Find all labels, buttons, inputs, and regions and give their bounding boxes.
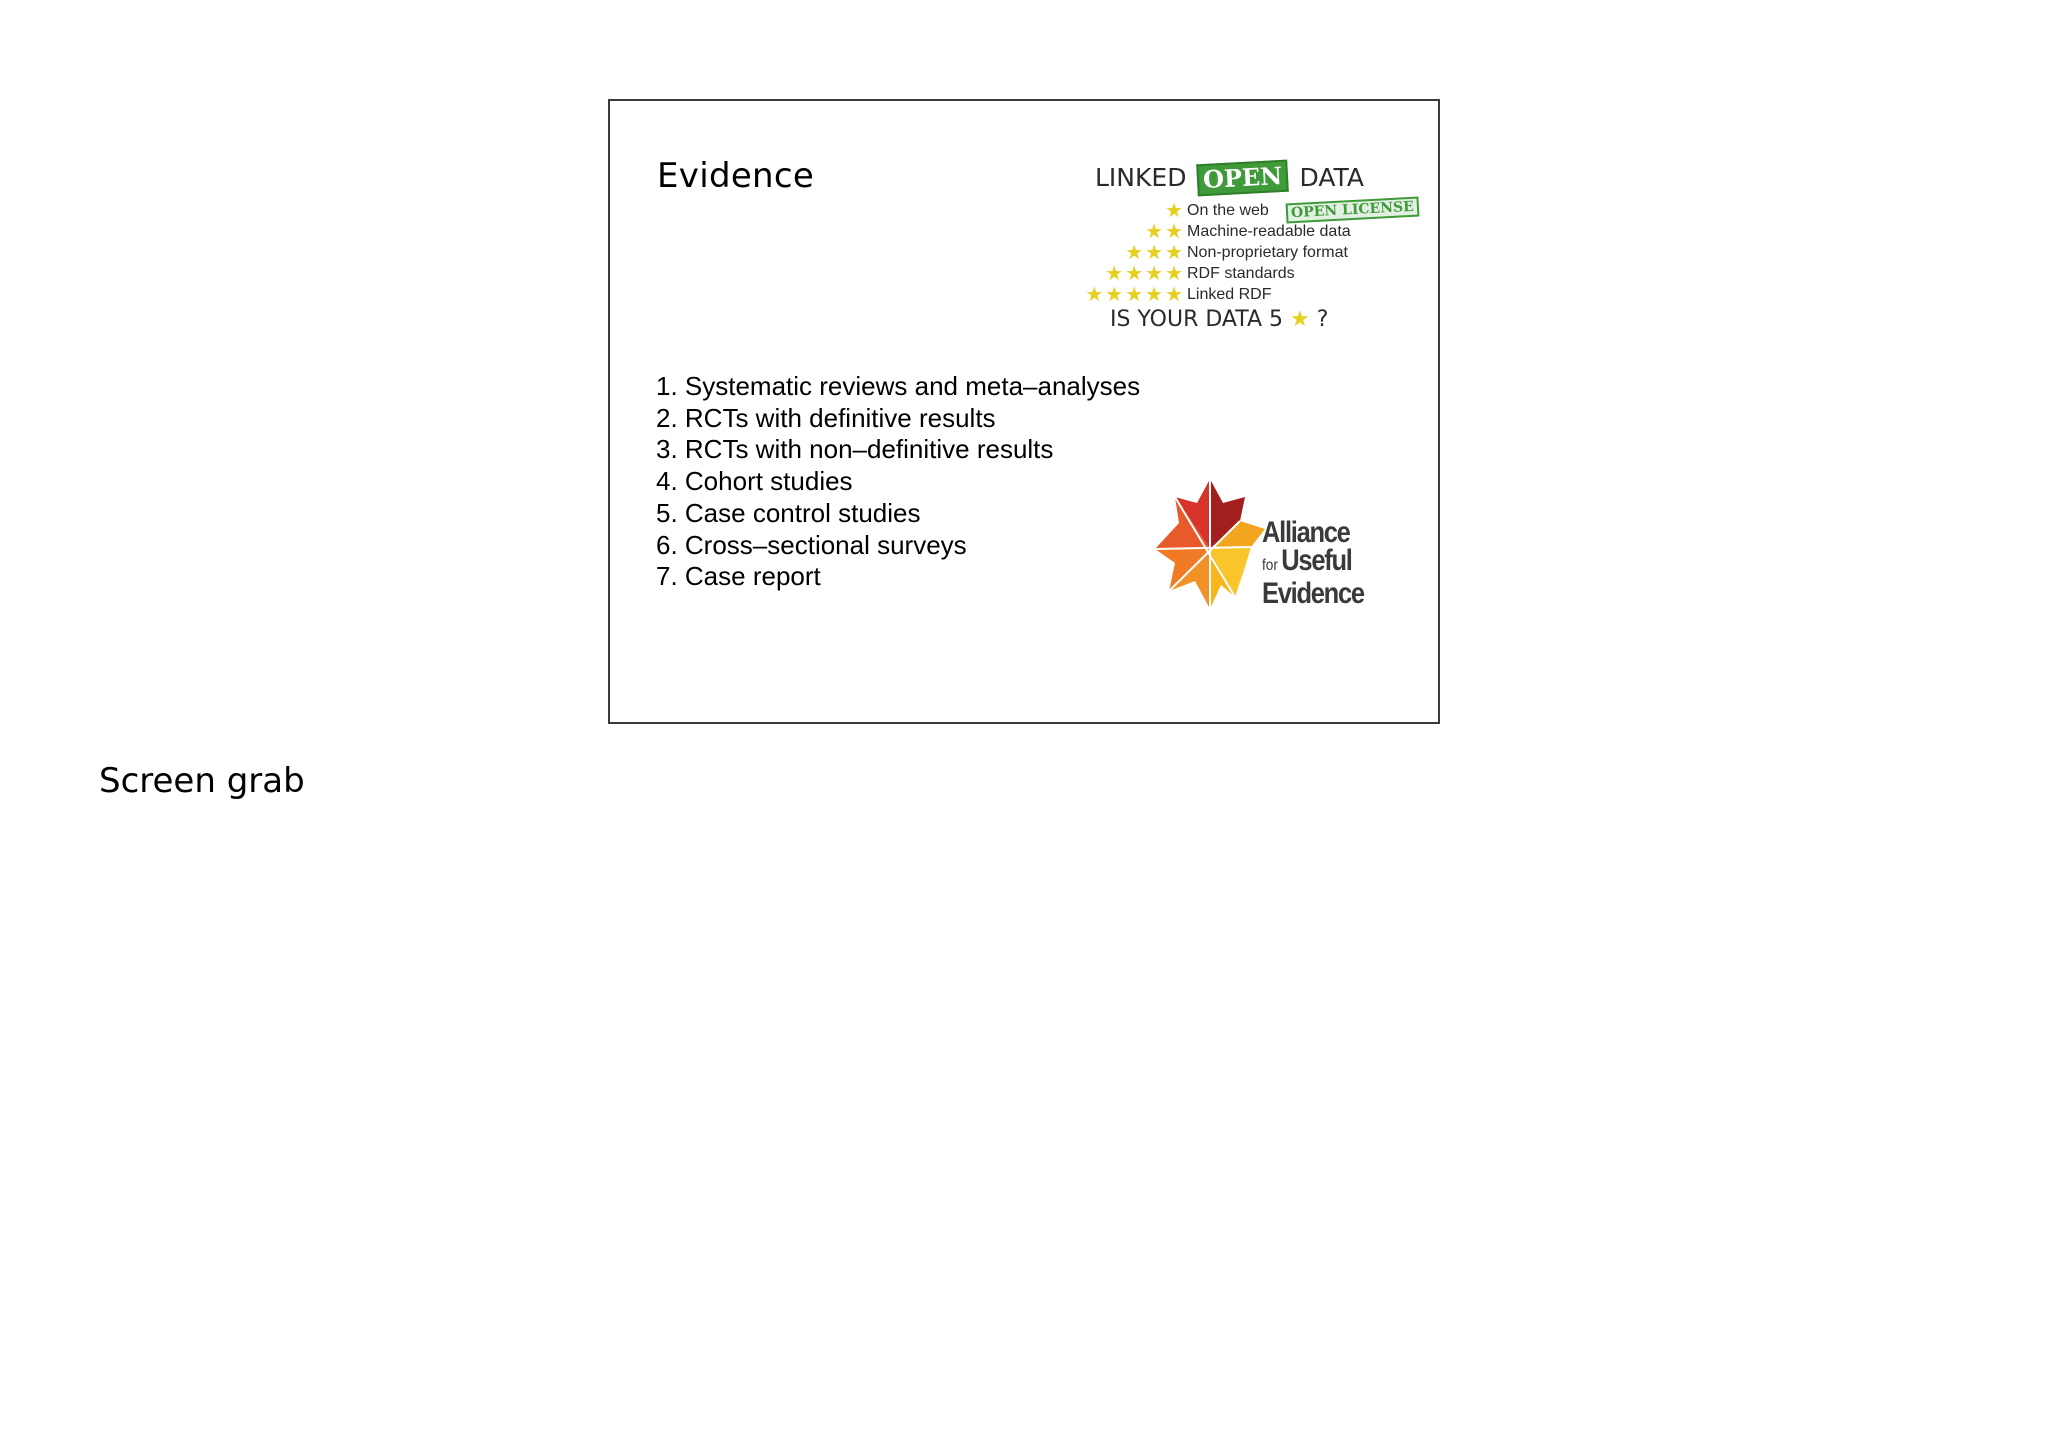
star-icon: ★★★ [1125, 242, 1185, 264]
alliance-for: for [1262, 557, 1278, 574]
list-item: 6. Cross–sectional surveys [656, 529, 967, 560]
lod-row-label: Linked RDF [1187, 286, 1272, 303]
alliance-logo-text [1262, 516, 1364, 610]
screen-grab-caption: Screen grab [99, 761, 305, 801]
lod-row [1105, 264, 1185, 284]
list-item: 2. RCTs with definitive results [656, 402, 996, 433]
alliance-useful: Useful [1281, 544, 1352, 577]
lod-row [1145, 222, 1185, 242]
linked-open-data-badge [1060, 160, 1415, 340]
lod-row [1085, 285, 1185, 305]
lod-row [1125, 243, 1185, 263]
maple-leaf-star-logo-icon [1155, 479, 1265, 619]
lod-row-label: Machine-readable data [1187, 223, 1351, 240]
lod-footer-question: ? [1316, 307, 1329, 332]
list-item: 7. Case report [656, 561, 821, 592]
star-icon: ★★ [1145, 221, 1185, 243]
lod-heading-left: LINKED [1095, 163, 1187, 192]
lod-footer [1110, 307, 1328, 332]
slide-frame [608, 99, 1440, 724]
lod-row-label: On the web [1187, 202, 1269, 219]
star-icon: ★ [1290, 307, 1310, 332]
list-item: 3. RCTs with non–definitive results [656, 434, 1054, 465]
lod-footer-text: IS YOUR DATA 5 [1110, 307, 1284, 332]
evidence-hierarchy-list [656, 371, 1140, 593]
slide-title: Evidence [657, 156, 815, 196]
lod-row [1165, 201, 1185, 221]
alliance-line-1: Alliance [1262, 516, 1350, 549]
lod-open-stamp: OPEN [1197, 160, 1290, 197]
list-item: 4. Cohort studies [656, 466, 853, 497]
list-item: 5. Case control studies [656, 497, 921, 528]
star-icon: ★★★★★ [1085, 284, 1185, 306]
lod-license-stamp: OPEN LICENSE [1286, 197, 1420, 224]
lod-row-label: Non-proprietary format [1187, 244, 1348, 261]
star-icon: ★★★★ [1105, 263, 1185, 285]
lod-heading [1095, 162, 1364, 194]
lod-heading-right: DATA [1299, 163, 1364, 192]
alliance-for-useful-evidence-logo [1155, 479, 1395, 619]
star-icon: ★ [1165, 200, 1185, 222]
lod-row-label: RDF standards [1187, 265, 1295, 282]
list-item: 1. Systematic reviews and meta–analyses [656, 371, 1141, 401]
alliance-line-2 [1262, 544, 1364, 580]
alliance-line-3: Evidence [1262, 577, 1364, 610]
